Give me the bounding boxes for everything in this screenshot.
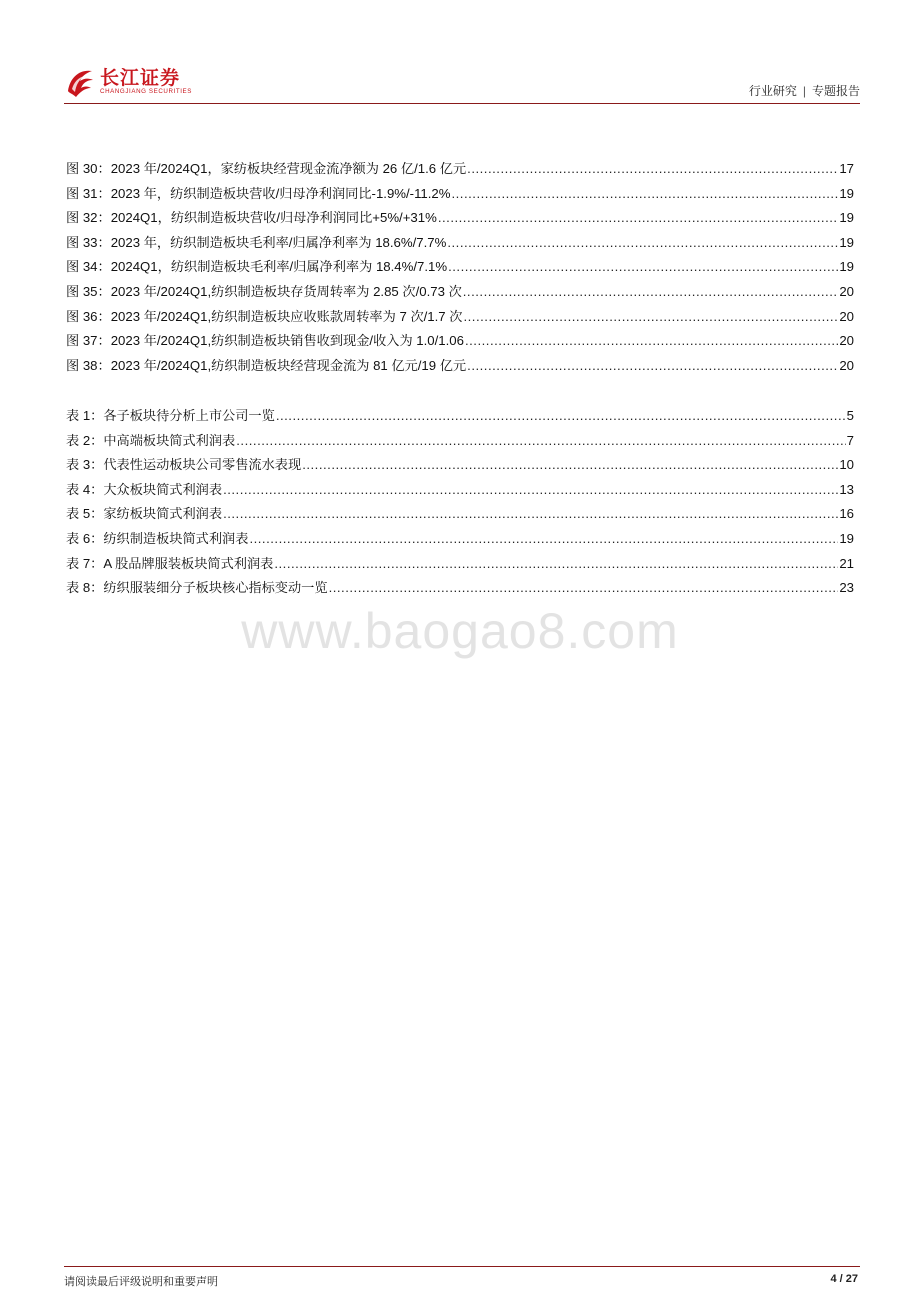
toc-entry-fig-32[interactable]: [66, 207, 854, 232]
toc-entry-page: 5: [846, 408, 854, 423]
report-type-label: 专题报告: [811, 84, 860, 98]
footer-disclaimer: 请阅读最后评级说明和重要声明: [64, 1276, 218, 1288]
toc-entry-title: 图 38：2023 年/2024Q1,纺织制造板块经营现金流为 81 亿元/19 亿元: [66, 357, 467, 373]
toc-entry-page: 20: [839, 357, 854, 373]
leader-dots: [249, 531, 838, 546]
toc-entry-page: 10: [839, 457, 854, 473]
toc-entry-title: 图 37：2023 年/2024Q1,纺织制造板块销售收到现金/收入为 1.0/1.06: [66, 333, 464, 349]
toc-entry-page: 17: [839, 161, 854, 176]
toc-entry-table-4[interactable]: [66, 479, 854, 504]
toc-entry-title: 表 5：家纺板块简式利润表: [66, 506, 223, 522]
toc-entry-title: 表 6：纺织制造板块简式利润表: [66, 530, 249, 546]
toc-entry-page: 13: [839, 481, 854, 497]
leader-dots: [451, 186, 838, 201]
toc-entry-table-3[interactable]: [66, 454, 854, 479]
leader-dots: [447, 235, 838, 250]
toc-entry-fig-30[interactable]: [66, 158, 854, 183]
leader-dots: [438, 210, 839, 225]
leader-dots: [465, 333, 838, 348]
toc-entry-table-1[interactable]: [66, 405, 854, 430]
toc-entry-table-8[interactable]: [66, 577, 854, 602]
company-logo: [64, 64, 192, 100]
toc-entry-table-5[interactable]: [66, 503, 854, 528]
leader-dots: [223, 506, 838, 521]
toc-entry-page: 19: [839, 259, 854, 275]
leader-dots: [274, 556, 838, 571]
header-category: [749, 82, 860, 99]
leader-dots: [467, 358, 838, 373]
watermark: www.baogao8.com: [241, 603, 679, 659]
toc-entry-title: 表 8：纺织服装细分子板块核心指标变动一览: [66, 580, 328, 596]
leader-dots: [236, 433, 845, 448]
toc-entry-table-7[interactable]: [66, 553, 854, 578]
header-divider: [64, 103, 860, 104]
toc-entry-page: 20: [839, 333, 854, 349]
toc-entry-title: 表 2：中高端板块简式利润表: [66, 432, 236, 448]
toc-entry-title: 表 1：各子板块待分析上市公司一览: [66, 408, 275, 423]
category-label: 行业研究: [748, 84, 797, 98]
toc-entry-title: 图 36：2023 年/2024Q1,纺织制造板块应收账款周转率为 7 次/1.7 次: [66, 308, 463, 324]
footer-divider: [64, 1266, 860, 1267]
toc-entry-fig-36[interactable]: [66, 306, 854, 331]
table-list: [66, 405, 854, 602]
leader-dots: [463, 284, 839, 299]
toc-entry-page: 20: [839, 283, 854, 299]
toc-entry-table-6[interactable]: [66, 528, 854, 553]
logo-chinese-name: 长江证券: [100, 67, 181, 89]
leader-dots: [463, 309, 838, 324]
leader-dots: [329, 580, 839, 595]
phoenix-logo-icon: [64, 65, 96, 99]
toc-entry-fig-35[interactable]: [66, 281, 854, 306]
leader-dots: [448, 259, 838, 274]
toc-entry-page: 20: [839, 308, 854, 324]
figure-list: [66, 158, 854, 379]
toc-entry-page: 16: [839, 506, 854, 522]
toc-entry-page: 23: [839, 580, 854, 596]
leader-dots: [223, 482, 838, 497]
toc-entry-table-2[interactable]: [66, 430, 854, 455]
toc-entry-page: 19: [839, 234, 854, 250]
toc-entry-title: 图 31：2023 年，纺织制造板块营收/归母净利润同比-1.9%/-11.2%: [66, 185, 451, 201]
toc-entry-title: 图 30：2023 年/2024Q1，家纺板块经营现金流净额为 26 亿/1.6 亿元: [66, 161, 467, 176]
toc-entry-fig-34[interactable]: [66, 256, 854, 281]
header-separator: |: [802, 84, 806, 98]
toc-entry-page: 19: [839, 185, 854, 201]
toc-entry-page: 7: [846, 432, 854, 448]
leader-dots: [467, 161, 838, 176]
toc-entry-title: 图 33：2023 年，纺织制造板块毛利率/归属净利率为 18.6%/7.7%: [66, 234, 447, 250]
toc-entry-title: 表 4：大众板块简式利润表: [66, 481, 223, 497]
toc-entry-fig-31[interactable]: [66, 183, 854, 208]
toc-entry-fig-38[interactable]: [66, 355, 854, 380]
toc-entry-page: 21: [839, 555, 854, 571]
leader-dots: [302, 457, 838, 472]
toc-entry-page: 19: [839, 210, 854, 226]
toc-entry-title: 图 34：2024Q1，纺织制造板块毛利率/归属净利率为 18.4%/7.1%: [66, 259, 448, 275]
toc-entry-fig-33[interactable]: [66, 232, 854, 257]
toc-entry-title: 表 7：A 股品牌服装板块简式利润表: [66, 555, 274, 571]
toc-entry-title: 表 3：代表性运动板块公司零售流水表现: [66, 457, 302, 473]
page-header: [0, 0, 920, 110]
logo-english-name: CHANGJIANG SECURITIES: [100, 88, 193, 95]
toc-entry-title: 图 35：2023 年/2024Q1,纺织制造板块存货周转率为 2.85 次/0.73 次: [66, 283, 462, 299]
toc-entry-page: 19: [839, 530, 854, 546]
leader-dots: [276, 408, 846, 423]
page-number: 4 / 27: [830, 1273, 858, 1285]
toc-entry-fig-37[interactable]: [66, 330, 854, 355]
toc-entry-title: 图 32：2024Q1，纺织制造板块营收/归母净利润同比+5%/+31%: [66, 210, 437, 226]
